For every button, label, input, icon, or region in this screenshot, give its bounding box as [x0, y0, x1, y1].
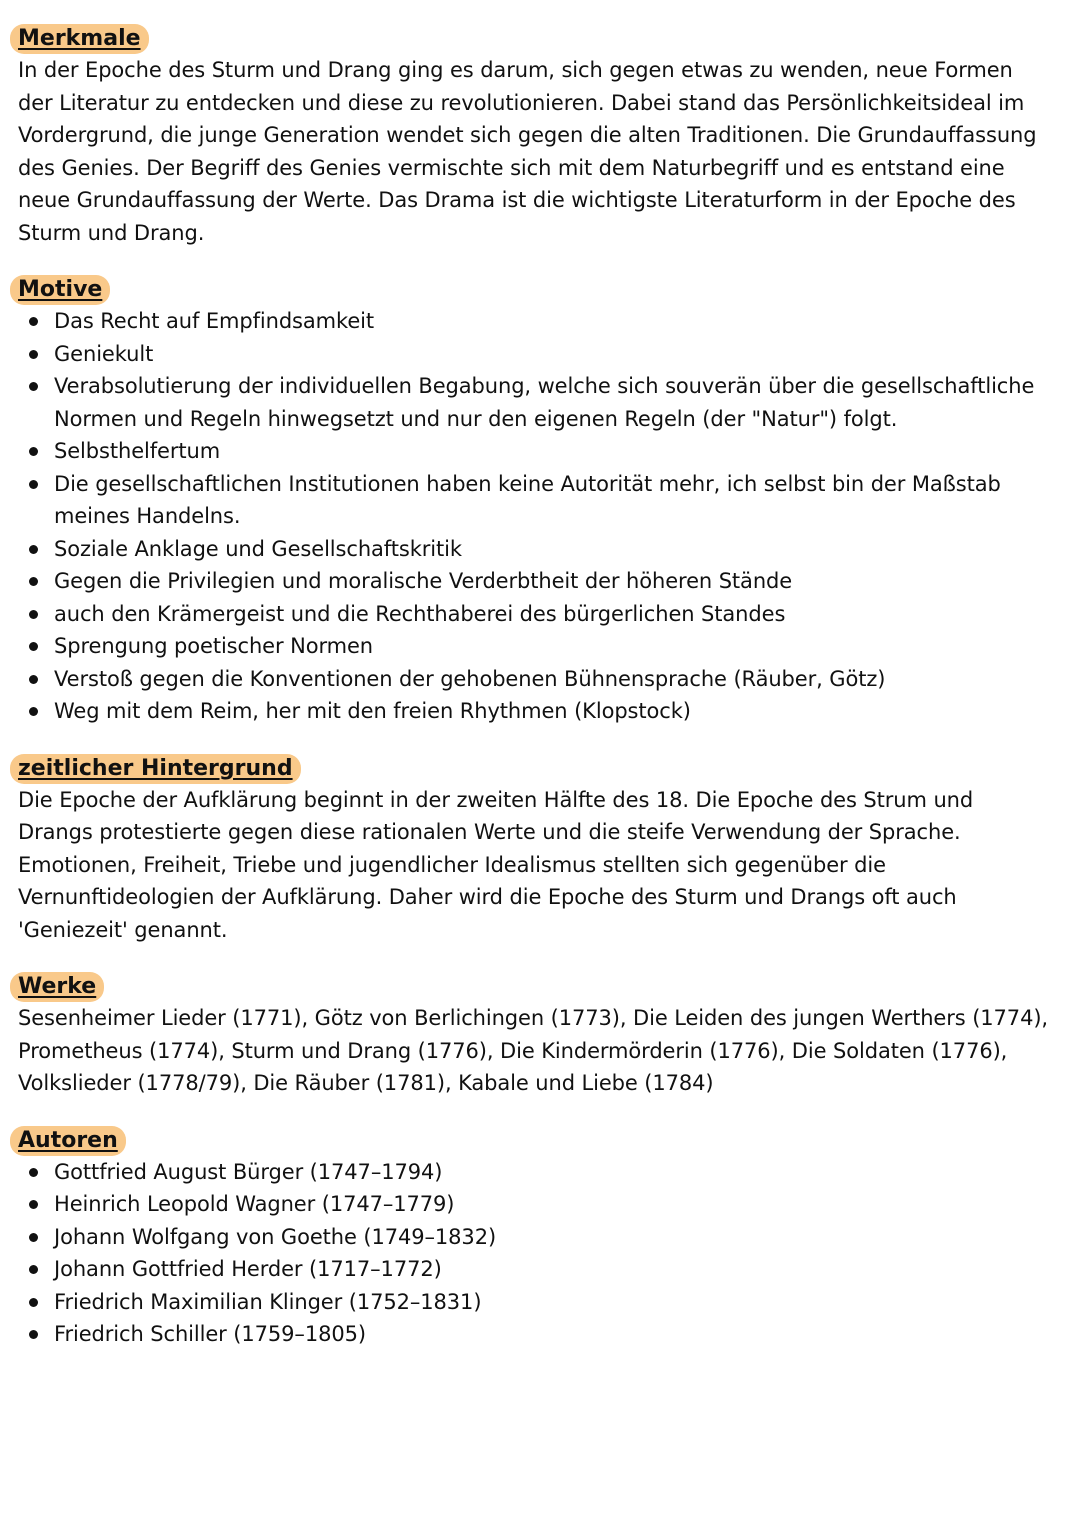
bullet-icon	[29, 382, 38, 391]
werke-paragraph	[18, 1002, 1062, 1100]
text-line: Vordergrund, die junge Generation wendet sich gegen die alten Traditionen. Die Grundauffassung	[18, 123, 1037, 147]
bullet-icon	[29, 577, 38, 586]
autoren-list	[18, 1156, 1062, 1351]
text-line: Prometheus (1774), Sturm und Drang (1776), Die Kindermörderin (1776), Die Soldaten (1776),	[18, 1038, 1008, 1063]
bullet-icon	[29, 610, 38, 619]
list-item: Die gesellschaftlichen Institutionen haben keine Autorität mehr, ich selbst bin der Maßstab meines Handelns.	[18, 468, 1062, 533]
bullet-icon	[29, 707, 38, 716]
list-item: Soziale Anklage und Gesellschaftskritik	[18, 533, 1062, 566]
text-line: des Genies. Der Begriff des Genies vermischte sich mit dem Naturbegriff und es entstand eine	[18, 155, 1005, 180]
section-werke	[18, 972, 1062, 1100]
text-line: Vernunftideologien der Aufklärung. Daher wird die Epoche des Sturm und Drangs oft auch	[18, 885, 957, 909]
section-heading-autoren: Autoren	[10, 1126, 126, 1156]
merkmale-paragraph	[18, 54, 1062, 249]
text-line: Sesenheimer Lieder (1771), Götz von Berlichingen (1773), Die Leiden des jungen Werthers (1774),	[18, 1006, 1049, 1030]
section-heading-hintergrund: zeitlicher Hintergrund	[10, 754, 301, 784]
section-heading-merkmale: Merkmale	[10, 24, 149, 54]
list-item: Johann Gottfried Herder (1717–1772)	[18, 1253, 1062, 1286]
section-heading-motive: Motive	[10, 275, 110, 305]
list-item: Gegen die Privilegien und moralische Verderbtheit der höheren Stände	[18, 565, 1062, 598]
hintergrund-paragraph	[18, 784, 1062, 947]
text-line: Die Epoche der Aufklärung beginnt in der zweiten Hälfte des 18. Die Epoche des Strum und	[18, 787, 974, 812]
bullet-icon	[29, 480, 38, 489]
text-line: Volkslieder (1778/79), Die Räuber (1781), Kabale und Liebe (1784)	[18, 1071, 714, 1095]
list-item: Verabsolutierung der individuellen Begabung, welche sich souverän über die gesellschaftliche Normen und Regeln hinwegsetzt und nur den eigenen Regeln (der "Natur") folgt.	[18, 370, 1062, 435]
text-line: Sturm und Drang.	[18, 220, 205, 245]
bullet-icon	[29, 1233, 38, 1242]
section-heading-werke: Werke	[10, 972, 104, 1002]
list-item: Selbsthelfertum	[18, 435, 1062, 468]
motive-list	[18, 305, 1062, 728]
bullet-icon	[29, 642, 38, 651]
list-item: Gottfried August Bürger (1747–1794)	[18, 1156, 1062, 1189]
bullet-icon	[29, 1168, 38, 1177]
section-merkmale	[18, 24, 1062, 249]
bullet-icon	[29, 1298, 38, 1307]
bullet-icon	[29, 350, 38, 359]
bullet-icon	[29, 545, 38, 554]
text-line: neue Grundauffassung der Werte. Das Drama ist die wichtigste Literaturform in der Epoche des	[18, 188, 1016, 212]
list-item: Weg mit dem Reim, her mit den freien Rhythmen (Klopstock)	[18, 695, 1062, 728]
list-item: auch den Krämergeist und die Rechthaberei des bürgerlichen Standes	[18, 598, 1062, 631]
bullet-icon	[29, 317, 38, 326]
list-item: Friedrich Schiller (1759–1805)	[18, 1318, 1062, 1351]
bullet-icon	[29, 675, 38, 684]
text-line: 'Geniezeit' genannt.	[18, 917, 228, 942]
list-item: Johann Wolfgang von Goethe (1749–1832)	[18, 1221, 1062, 1254]
list-item: Friedrich Maximilian Klinger (1752–1831)	[18, 1286, 1062, 1319]
bullet-icon	[29, 447, 38, 456]
text-line: Drangs protestierte gegen diese rationalen Werte und die steife Verwendung der Sprache.	[18, 820, 961, 844]
text-line: der Literatur zu entdecken und diese zu revolutionieren. Dabei stand das Persönlichkeitsideal im	[18, 90, 1025, 115]
bullet-icon	[29, 1265, 38, 1274]
section-hintergrund	[18, 754, 1062, 947]
text-line: Emotionen, Freiheit, Triebe und jugendlicher Idealismus stellten sich gegenüber die	[18, 852, 886, 877]
list-item: Heinrich Leopold Wagner (1747–1779)	[18, 1188, 1062, 1221]
section-motive	[18, 275, 1062, 728]
list-item: Das Recht auf Empfindsamkeit	[18, 305, 1062, 338]
bullet-icon	[29, 1330, 38, 1339]
list-item: Geniekult	[18, 338, 1062, 371]
text-line: In der Epoche des Sturm und Drang ging es darum, sich gegen etwas zu wenden, neue Formen	[18, 58, 1013, 82]
list-item: Sprengung poetischer Normen	[18, 630, 1062, 663]
section-autoren	[18, 1126, 1062, 1351]
list-item: Verstoß gegen die Konventionen der gehobenen Bühnensprache (Räuber, Götz)	[18, 663, 1062, 696]
bullet-icon	[29, 1200, 38, 1209]
